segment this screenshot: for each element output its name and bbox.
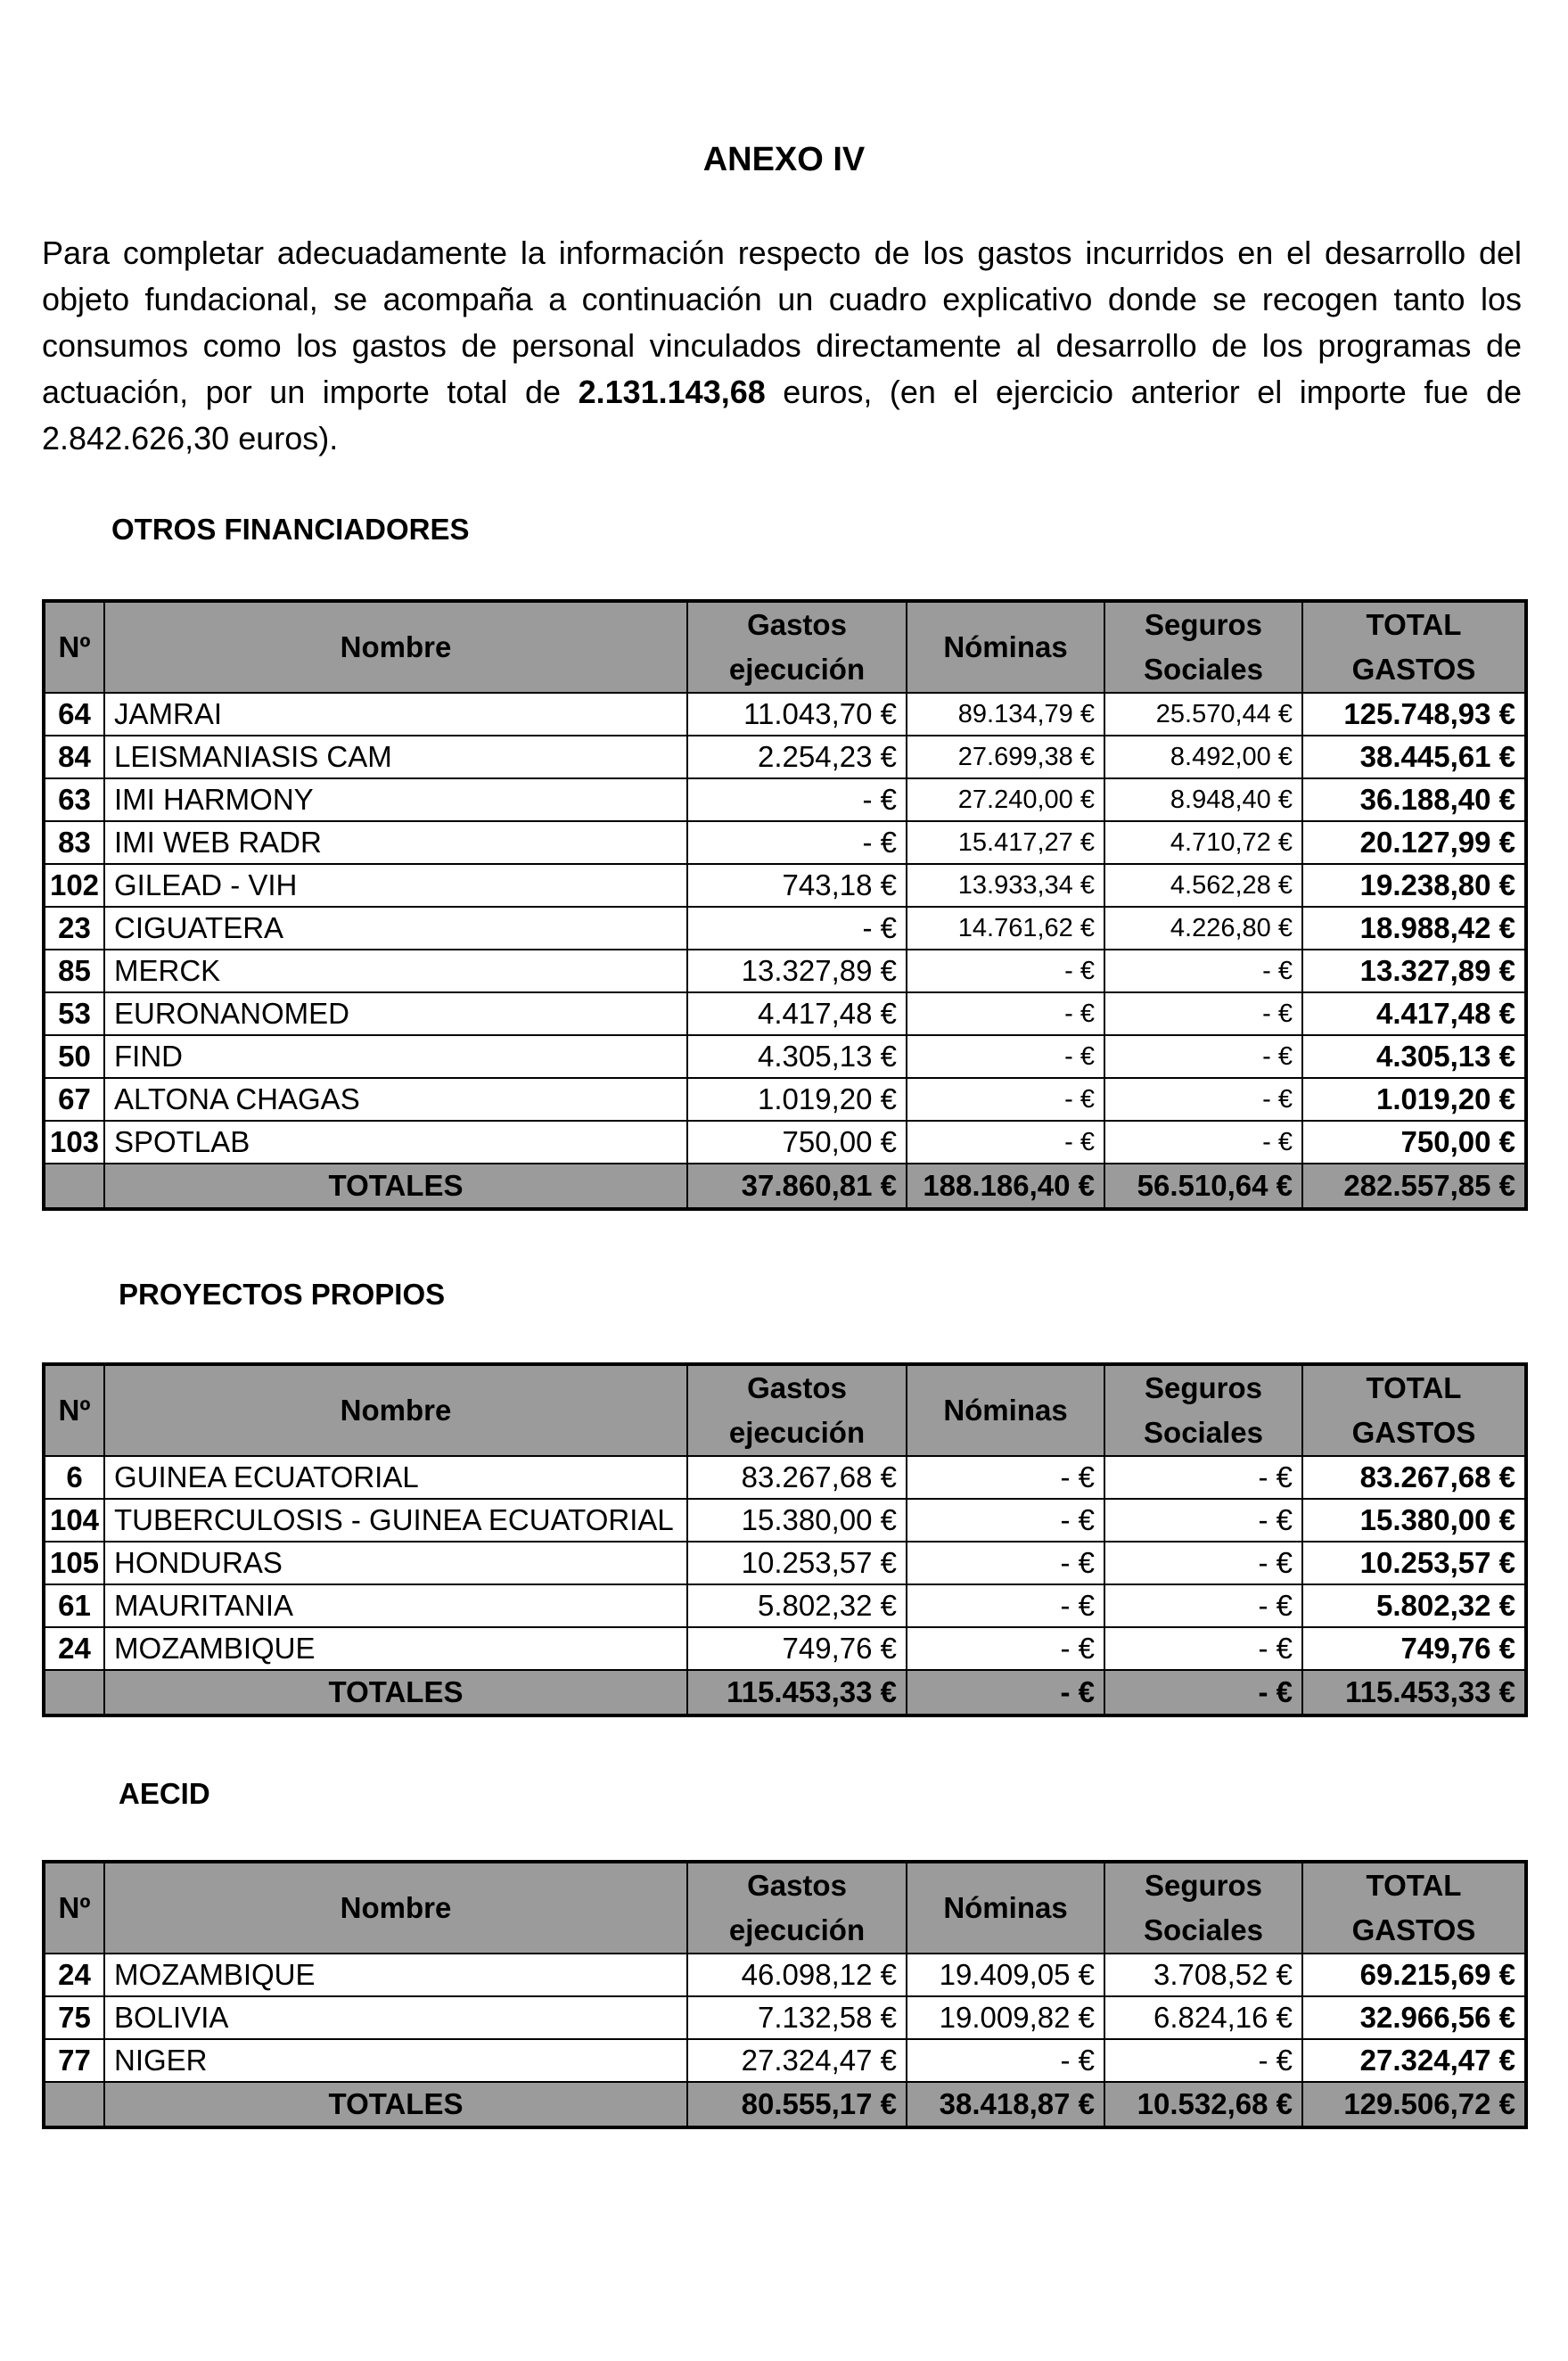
totals-row <box>44 2082 1526 2127</box>
header-total-line1: TOTAL <box>1366 1371 1462 1404</box>
totals-row <box>44 1670 1526 1715</box>
intro-paragraph <box>42 230 1522 462</box>
row-nominas: - € <box>907 1499 1104 1542</box>
row-number: 23 <box>44 907 104 950</box>
totals-empty-cell <box>44 2082 104 2127</box>
row-gastos-ejecucion: 83.267,68 € <box>687 1456 907 1499</box>
row-total-gastos: 125.748,93 € <box>1302 693 1526 736</box>
table-row <box>44 1584 1526 1627</box>
row-number: 85 <box>44 950 104 992</box>
table-row <box>44 1542 1526 1584</box>
row-total-gastos: 750,00 € <box>1302 1121 1526 1164</box>
row-total-gastos: 10.253,57 € <box>1302 1542 1526 1584</box>
row-gastos-ejecucion: 750,00 € <box>687 1121 907 1164</box>
totals-nominas: - € <box>907 1670 1104 1715</box>
row-gastos-ejecucion: 10.253,57 € <box>687 1542 907 1584</box>
row-total-gastos: 36.188,40 € <box>1302 778 1526 821</box>
row-number: 64 <box>44 693 104 736</box>
row-seguros-sociales: - € <box>1104 950 1302 992</box>
row-gastos-ejecucion: 743,18 € <box>687 864 907 907</box>
row-nominas: - € <box>907 1627 1104 1670</box>
row-number: 102 <box>44 864 104 907</box>
row-seguros-sociales: - € <box>1104 1584 1302 1627</box>
row-total-gastos: 749,76 € <box>1302 1627 1526 1670</box>
row-nominas: 27.240,00 € <box>907 778 1104 821</box>
header-name: Nombre <box>104 601 687 693</box>
row-nominas: 15.417,27 € <box>907 821 1104 864</box>
row-seguros-sociales: 8.948,40 € <box>1104 778 1302 821</box>
row-nominas: 89.134,79 € <box>907 693 1104 736</box>
table-row <box>44 2039 1526 2082</box>
table-row <box>44 992 1526 1035</box>
header-gastos <box>687 1364 907 1456</box>
table-row <box>44 950 1526 992</box>
row-number: 53 <box>44 992 104 1035</box>
row-total-gastos: 13.327,89 € <box>1302 950 1526 992</box>
row-seguros-sociales: - € <box>1104 1499 1302 1542</box>
row-nominas: - € <box>907 1542 1104 1584</box>
header-nominas: Nóminas <box>907 601 1104 693</box>
row-name: FIND <box>104 1035 687 1078</box>
row-number: 104 <box>44 1499 104 1542</box>
row-number: 67 <box>44 1078 104 1121</box>
row-total-gastos: 5.802,32 € <box>1302 1584 1526 1627</box>
table-row <box>44 736 1526 778</box>
row-seguros-sociales: 6.824,16 € <box>1104 1996 1302 2039</box>
totals-total-gastos: 282.557,85 € <box>1302 1164 1526 1209</box>
row-name: LEISMANIASIS CAM <box>104 736 687 778</box>
row-name: MAURITANIA <box>104 1584 687 1627</box>
row-gastos-ejecucion: 27.324,47 € <box>687 2039 907 2082</box>
row-seguros-sociales: 3.708,52 € <box>1104 1954 1302 1996</box>
row-name: JAMRAI <box>104 693 687 736</box>
row-nominas: - € <box>907 1078 1104 1121</box>
row-gastos-ejecucion: 7.132,58 € <box>687 1996 907 2039</box>
header-total <box>1302 1862 1526 1954</box>
row-seguros-sociales: 4.710,72 € <box>1104 821 1302 864</box>
header-gastos-line1: Gastos <box>747 1869 847 1902</box>
row-nominas: - € <box>907 1121 1104 1164</box>
row-gastos-ejecucion: 15.380,00 € <box>687 1499 907 1542</box>
table-aecid <box>42 1860 1528 2129</box>
totals-label: TOTALES <box>104 1670 687 1715</box>
header-seguros-line2: Sociales <box>1144 653 1263 686</box>
row-total-gastos: 32.966,56 € <box>1302 1996 1526 2039</box>
row-seguros-sociales: - € <box>1104 1035 1302 1078</box>
row-seguros-sociales: 25.570,44 € <box>1104 693 1302 736</box>
section-label: PROYECTOS PROPIOS <box>119 1278 446 1311</box>
totals-gastos-ejecucion: 37.860,81 € <box>687 1164 907 1209</box>
row-number: 63 <box>44 778 104 821</box>
header-seguros-line1: Seguros <box>1144 1371 1263 1404</box>
row-name: EURONANOMED <box>104 992 687 1035</box>
header-gastos-line1: Gastos <box>747 608 847 641</box>
header-seguros-line1: Seguros <box>1144 608 1263 641</box>
row-nominas: 13.933,34 € <box>907 864 1104 907</box>
table-row <box>44 778 1526 821</box>
header-seguros <box>1104 1862 1302 1954</box>
table-row <box>44 1078 1526 1121</box>
row-number: 84 <box>44 736 104 778</box>
table-proyectos-propios <box>42 1362 1528 1717</box>
row-number: 75 <box>44 1996 104 2039</box>
row-number: 50 <box>44 1035 104 1078</box>
row-seguros-sociales: - € <box>1104 1627 1302 1670</box>
row-number: 61 <box>44 1584 104 1627</box>
row-number: 77 <box>44 2039 104 2082</box>
totals-total-gastos: 115.453,33 € <box>1302 1670 1526 1715</box>
row-name: GILEAD - VIH <box>104 864 687 907</box>
row-total-gastos: 38.445,61 € <box>1302 736 1526 778</box>
row-total-gastos: 69.215,69 € <box>1302 1954 1526 1996</box>
totals-label: TOTALES <box>104 2082 687 2127</box>
row-seguros-sociales: - € <box>1104 1542 1302 1584</box>
row-name: NIGER <box>104 2039 687 2082</box>
row-total-gastos: 19.238,80 € <box>1302 864 1526 907</box>
intro-text-before: Para completar adecuadamente la información respecto de los gastos incurridos en el desarrollo del objeto fundacional, se acompaña a continuación un cuadro explicativo donde se recogen tanto los consumos como los gastos de personal vinculados directamente al desarrollo de los programas de actuación, por un importe total de <box>42 234 1522 410</box>
row-name: MERCK <box>104 950 687 992</box>
totals-total-gastos: 129.506,72 € <box>1302 2082 1526 2127</box>
table-row <box>44 1121 1526 1164</box>
row-name: IMI WEB RADR <box>104 821 687 864</box>
row-number: 6 <box>44 1456 104 1499</box>
totals-gastos-ejecucion: 115.453,33 € <box>687 1670 907 1715</box>
totals-gastos-ejecucion: 80.555,17 € <box>687 2082 907 2127</box>
row-nominas: 19.409,05 € <box>907 1954 1104 1996</box>
row-seguros-sociales: - € <box>1104 1078 1302 1121</box>
intro-text-after: euros, (en el ejercicio anterior el importe fue de 2.842.626,30 euros). <box>42 374 1522 457</box>
table-row <box>44 1996 1526 2039</box>
header-total-line2: GASTOS <box>1351 1913 1476 1946</box>
row-gastos-ejecucion: 749,76 € <box>687 1627 907 1670</box>
header-total <box>1302 601 1526 693</box>
row-nominas: 14.761,62 € <box>907 907 1104 950</box>
row-total-gastos: 20.127,99 € <box>1302 821 1526 864</box>
row-gastos-ejecucion: 46.098,12 € <box>687 1954 907 1996</box>
row-total-gastos: 4.417,48 € <box>1302 992 1526 1035</box>
header-seguros <box>1104 601 1302 693</box>
row-name: HONDURAS <box>104 1542 687 1584</box>
header-total-line1: TOTAL <box>1366 1869 1462 1902</box>
header-nominas: Nóminas <box>907 1862 1104 1954</box>
row-seguros-sociales: - € <box>1104 1121 1302 1164</box>
section-label: OTROS FINANCIADORES <box>111 513 470 546</box>
header-gastos-line2: ejecución <box>728 1416 866 1449</box>
header-num: Nº <box>44 1862 104 1954</box>
header-num: Nº <box>44 1364 104 1456</box>
row-gastos-ejecucion: 2.254,23 € <box>687 736 907 778</box>
totals-nominas: 188.186,40 € <box>907 1164 1104 1209</box>
row-gastos-ejecucion: 1.019,20 € <box>687 1078 907 1121</box>
row-number: 103 <box>44 1121 104 1164</box>
row-gastos-ejecucion: 4.417,48 € <box>687 992 907 1035</box>
totals-seguros-sociales: 10.532,68 € <box>1104 2082 1302 2127</box>
table-row <box>44 821 1526 864</box>
header-gastos <box>687 601 907 693</box>
totals-row <box>44 1164 1526 1209</box>
header-nominas: Nóminas <box>907 1364 1104 1456</box>
row-seguros-sociales: - € <box>1104 1456 1302 1499</box>
header-num: Nº <box>44 601 104 693</box>
row-number: 24 <box>44 1627 104 1670</box>
table-row <box>44 1627 1526 1670</box>
totals-seguros-sociales: 56.510,64 € <box>1104 1164 1302 1209</box>
header-seguros-line2: Sociales <box>1144 1416 1263 1449</box>
row-total-gastos: 83.267,68 € <box>1302 1456 1526 1499</box>
table-row <box>44 1954 1526 1996</box>
row-gastos-ejecucion: - € <box>687 821 907 864</box>
section-label: AECID <box>119 1777 210 1810</box>
row-name: SPOTLAB <box>104 1121 687 1164</box>
row-seguros-sociales: - € <box>1104 2039 1302 2082</box>
row-nominas: - € <box>907 950 1104 992</box>
row-gastos-ejecucion: 11.043,70 € <box>687 693 907 736</box>
row-nominas: 19.009,82 € <box>907 1996 1104 2039</box>
row-number: 83 <box>44 821 104 864</box>
header-seguros <box>1104 1364 1302 1456</box>
row-seguros-sociales: 4.226,80 € <box>1104 907 1302 950</box>
row-nominas: 27.699,38 € <box>907 736 1104 778</box>
totals-nominas: 38.418,87 € <box>907 2082 1104 2127</box>
row-number: 24 <box>44 1954 104 1996</box>
row-gastos-ejecucion: - € <box>687 907 907 950</box>
row-name: GUINEA ECUATORIAL <box>104 1456 687 1499</box>
header-name: Nombre <box>104 1364 687 1456</box>
table-row <box>44 1499 1526 1542</box>
row-seguros-sociales: 8.492,00 € <box>1104 736 1302 778</box>
header-seguros-line1: Seguros <box>1144 1869 1263 1902</box>
header-row <box>44 1862 1526 1954</box>
header-gastos-line2: ejecución <box>728 1913 866 1946</box>
row-nominas: - € <box>907 2039 1104 2082</box>
header-total-line2: GASTOS <box>1351 1416 1476 1449</box>
table-row <box>44 1456 1526 1499</box>
totals-empty-cell <box>44 1670 104 1715</box>
header-total-line2: GASTOS <box>1351 653 1476 686</box>
row-total-gastos: 18.988,42 € <box>1302 907 1526 950</box>
row-name: ALTONA CHAGAS <box>104 1078 687 1121</box>
row-total-gastos: 1.019,20 € <box>1302 1078 1526 1121</box>
row-gastos-ejecucion: - € <box>687 778 907 821</box>
table-row <box>44 1035 1526 1078</box>
row-number: 105 <box>44 1542 104 1584</box>
row-seguros-sociales: - € <box>1104 992 1302 1035</box>
row-total-gastos: 27.324,47 € <box>1302 2039 1526 2082</box>
row-name: CIGUATERA <box>104 907 687 950</box>
row-nominas: - € <box>907 1584 1104 1627</box>
table-row <box>44 907 1526 950</box>
row-name: IMI HARMONY <box>104 778 687 821</box>
row-gastos-ejecucion: 4.305,13 € <box>687 1035 907 1078</box>
row-total-gastos: 4.305,13 € <box>1302 1035 1526 1078</box>
row-name: MOZAMBIQUE <box>104 1627 687 1670</box>
header-seguros-line2: Sociales <box>1144 1913 1263 1946</box>
row-gastos-ejecucion: 5.802,32 € <box>687 1584 907 1627</box>
row-name: BOLIVIA <box>104 1996 687 2039</box>
row-name: TUBERCULOSIS - GUINEA ECUATORIAL <box>104 1499 687 1542</box>
header-total <box>1302 1364 1526 1456</box>
header-row <box>44 1364 1526 1456</box>
header-gastos-line2: ejecución <box>728 653 866 686</box>
row-gastos-ejecucion: 13.327,89 € <box>687 950 907 992</box>
table-row <box>44 864 1526 907</box>
totals-seguros-sociales: - € <box>1104 1670 1302 1715</box>
totals-empty-cell <box>44 1164 104 1209</box>
header-row <box>44 601 1526 693</box>
row-name: MOZAMBIQUE <box>104 1954 687 1996</box>
header-gastos-line1: Gastos <box>747 1371 847 1404</box>
intro-total-amount: 2.131.143,68 <box>578 374 766 410</box>
header-gastos <box>687 1862 907 1954</box>
table-row <box>44 693 1526 736</box>
header-total-line1: TOTAL <box>1366 608 1462 641</box>
table-otros-financiadores <box>42 599 1528 1211</box>
row-total-gastos: 15.380,00 € <box>1302 1499 1526 1542</box>
row-seguros-sociales: 4.562,28 € <box>1104 864 1302 907</box>
row-nominas: - € <box>907 1456 1104 1499</box>
row-nominas: - € <box>907 992 1104 1035</box>
row-nominas: - € <box>907 1035 1104 1078</box>
page-title: ANEXO IV <box>702 141 866 178</box>
header-name: Nombre <box>104 1862 687 1954</box>
totals-label: TOTALES <box>104 1164 687 1209</box>
